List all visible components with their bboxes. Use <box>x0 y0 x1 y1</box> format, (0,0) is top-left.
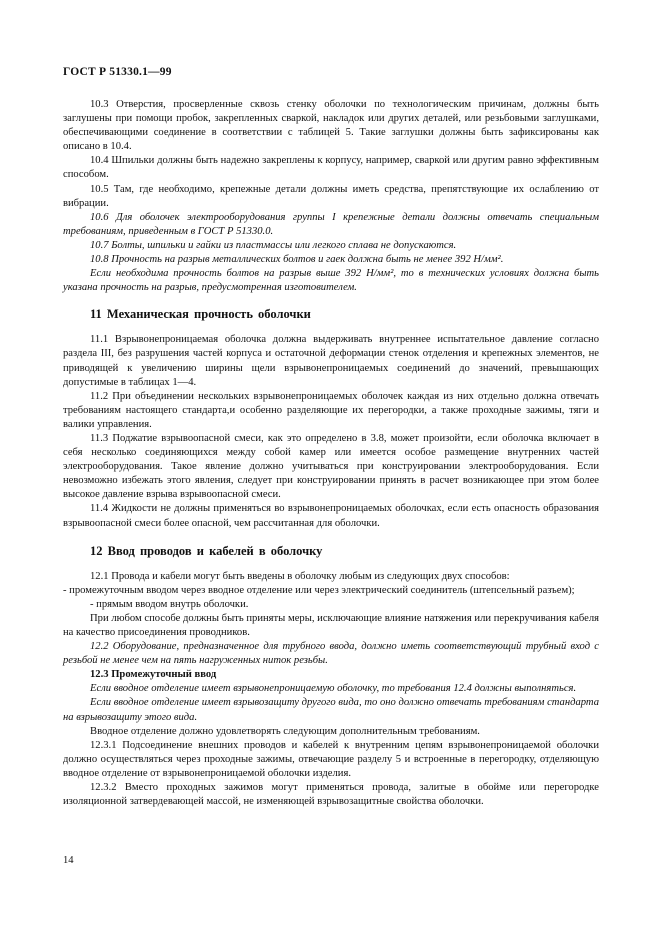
paragraph-10-7: 10.7 Болты, шпильки и гайки из пластмассы или легкого сплава не допускаются. <box>90 239 457 251</box>
paragraph-12-1-item-b: - прямым вводом внутрь оболочки. <box>90 598 249 610</box>
standard-code-header: ГОСТ Р 51330.1—99 <box>63 66 172 78</box>
paragraph-12-3-2: 12.3.2 Вместо проходных зажимов могут применяться провода, залитые в обойме или перегородке изоляционной затвердевающей массой, не изменяющей взрывозащитные свойства оболочки. <box>63 782 599 808</box>
subsection-12-3-heading: 12.3 Промежуточный ввод <box>90 669 217 681</box>
document-body <box>63 98 599 809</box>
paragraph-10-5: 10.5 Там, где необходимо, крепежные детали должны иметь средства, препятствующие их ослаблению от вибрации. <box>63 183 599 209</box>
paragraph-12-3-a: Если вводное отделение имеет взрывонепроницаемую оболочку, то требования 12.4 должны выполняться. <box>90 683 577 695</box>
paragraph-12-3-c: Вводное отделение должно удовлетворять следующим дополнительным требованиям. <box>90 725 480 737</box>
section-12-heading: 12 Ввод проводов и кабелей в оболочку <box>90 543 323 558</box>
paragraph-12-3-b: Если вводное отделение имеет взрывозащиту другого вида, то оно должно отвечать требованиям стандарта на взрывозащиту этого вида. <box>63 697 599 723</box>
paragraph-11-4: 11.4 Жидкости не должны применяться во взрывонепроницаемых оболочках, если есть опасность образования взрывоопасной смеси более опасной, чем рассчитанная для оболочки. <box>63 503 599 529</box>
paragraph-10-8: 10.8 Прочность на разрыв металлических болтов и гаек должна быть не менее 392 Н/мм². <box>90 254 504 266</box>
paragraph-10-3: 10.3 Отверстия, просверленные сквозь стенку оболочки по технологическим причинам, должны быть заглушены при помощи пробок, закрепленных сваркой, накладок или других деталей, или резьбовыми заглушками, обеспечивающими соединение в соответствии с таблицей 5. Такие заглушки должны быть зафиксированы как описано в 10.4. <box>63 99 599 153</box>
paragraph-12-2: 12.2 Оборудование, предназначенное для трубного ввода, должно иметь соответствующий трубный вход с резьбой не менее чем на пять нагруженных ниток резьбы. <box>63 641 599 667</box>
paragraph-10-6: 10.6 Для оболочек электрооборудования группы I крепежные детали должны отвечать специальным требованиям, приведенным в ГОСТ Р 51330.0. <box>63 211 599 237</box>
paragraph-12-1-note: При любом способе должны быть приняты меры, исключающие влияние натяжения или перекручивания кабеля на качество присоединения проводников. <box>63 612 599 638</box>
paragraph-11-1: 11.1 Взрывонепроницаемая оболочка должна выдерживать внутреннее испытательное давление согласно раздела III, без разрушения частей корпуса и остаточной деформации стенок отделения и крепежных элементов, не приводящей к увеличению ширины щели взрывонепроницаемых соединений до значений, превышающих допустимые в таблицах 1—4. <box>63 334 599 388</box>
paragraph-10-4: 10.4 Шпильки должны быть надежно закреплены к корпусу, например, сваркой или другим равно эффективным способом. <box>63 155 599 181</box>
paragraph-12-3-1: 12.3.1 Подсоединение внешних проводов и кабелей к внутренним цепям взрывонепроницаемой оболочки должно осуществляться через проходные зажимы, отвечающие разделу 5 и встроенные в перегородку, отделяющую вводное отделение от взрывонепроницаемой оболочки изделия. <box>63 739 599 779</box>
paragraph-12-1: 12.1 Провода и кабели могут быть введены в оболочку любым из следующих двух способов: <box>90 570 510 582</box>
paragraph-10-8-continued: Если необходима прочность болтов на разрыв выше 392 Н/мм², то в технических условиях должна быть указана прочность на разрыв, предусмотренная изготовителем. <box>63 268 599 294</box>
paragraph-12-1-item-a: - промежуточным вводом через вводное отделение или через электрический соединитель (штепсельный разъем); <box>63 584 575 596</box>
paragraph-11-3: 11.3 Поджатие взрывоопасной смеси, как это определено в 3.8, может произойти, если оболочка включает в себя несколько соединяющихся между собой камер или имеется особое размещение внутренних частей электрооборудования. Такое явление должно учитываться при конструировании электрооборудования. Если невозможно избежать этого явления, следует при конструировании принять в расчет возникающее при этом более высокое давление взрыва взрывоопасной смеси. <box>63 432 599 501</box>
section-11-heading: 11 Механическая прочность оболочки <box>90 307 311 322</box>
paragraph-11-2: 11.2 При объединении нескольких взрывонепроницаемых оболочек каждая из них отдельно должна отвечать требованиям настоящего стандарта,и особенно разделяющие их перегородки, а также проходные зажимы, тяги и валики управления. <box>63 390 599 430</box>
page-number: 14 <box>63 855 74 866</box>
